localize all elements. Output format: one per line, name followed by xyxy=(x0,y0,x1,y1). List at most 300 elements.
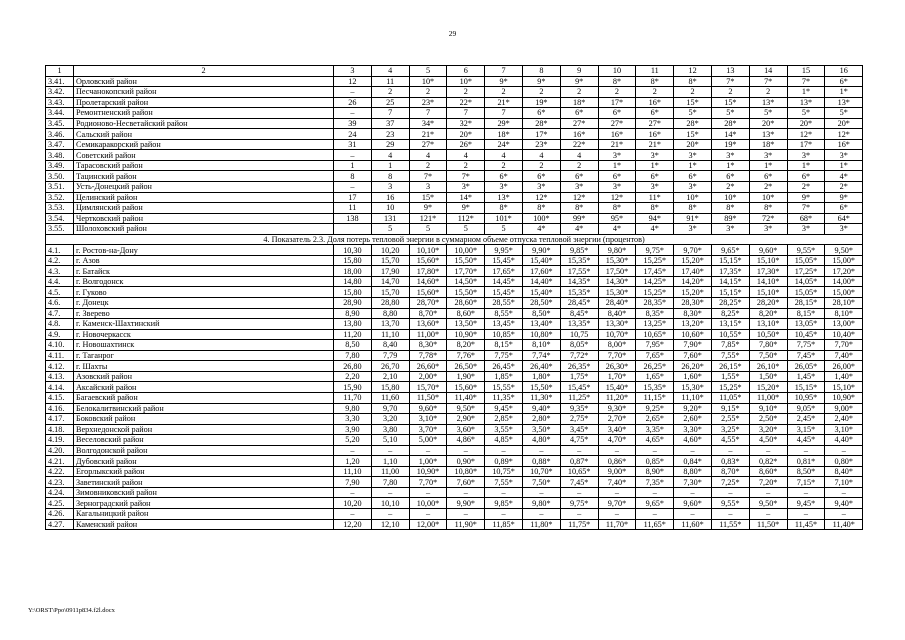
value-cell: 4,60* xyxy=(674,435,712,446)
value-cell: 26 xyxy=(334,97,372,108)
value-cell: 14,25* xyxy=(636,276,674,287)
value-cell: 2 xyxy=(749,87,787,98)
value-cell: 4* xyxy=(825,171,863,182)
value-cell: 2,85* xyxy=(485,414,523,425)
value-cell: 8* xyxy=(560,203,598,214)
value-cell: 11,70 xyxy=(334,392,372,403)
row-number-cell: 3.52. xyxy=(46,192,74,203)
table-row xyxy=(46,213,863,224)
value-cell: 17,55* xyxy=(560,266,598,277)
value-cell: 3* xyxy=(598,182,636,193)
value-cell: 138 xyxy=(334,213,372,224)
value-cell: 15* xyxy=(674,97,712,108)
value-cell: 7,79 xyxy=(371,350,409,361)
value-cell: 20* xyxy=(787,118,825,129)
value-cell: 10,70* xyxy=(598,329,636,340)
value-cell: 26,45* xyxy=(485,361,523,372)
value-cell: – xyxy=(409,445,447,456)
row-label-cell: Азовский район xyxy=(74,371,334,382)
value-cell: 17,25* xyxy=(787,266,825,277)
value-cell: 9,35* xyxy=(560,403,598,414)
value-cell: 9,10* xyxy=(749,403,787,414)
value-cell: 15,35* xyxy=(560,255,598,266)
value-cell: 6* xyxy=(560,171,598,182)
value-cell: 4,80* xyxy=(522,435,560,446)
value-cell: 2,70* xyxy=(598,414,636,425)
value-cell: 3* xyxy=(711,224,749,235)
value-cell: 15,05* xyxy=(787,287,825,298)
value-cell: 2,20 xyxy=(334,371,372,382)
value-cell: 27* xyxy=(409,139,447,150)
value-cell: – xyxy=(485,487,523,498)
row-label-cell: г. Новошахтинск xyxy=(74,340,334,351)
value-cell: 11,25* xyxy=(560,392,598,403)
row-number-cell: 4.7. xyxy=(46,308,74,319)
value-cell: – xyxy=(598,445,636,456)
value-cell: 9,40* xyxy=(825,498,863,509)
value-cell: 6* xyxy=(636,108,674,119)
table-row xyxy=(46,371,863,382)
value-cell: – xyxy=(787,487,825,498)
table-row xyxy=(46,319,863,330)
value-cell: 2,65* xyxy=(636,414,674,425)
value-cell: 7,55* xyxy=(485,477,523,488)
value-cell: 15* xyxy=(674,129,712,140)
value-cell: 13,25* xyxy=(636,319,674,330)
value-cell: – xyxy=(636,445,674,456)
value-cell: 15,60* xyxy=(409,255,447,266)
value-cell: 2 xyxy=(447,160,485,171)
value-cell: 7* xyxy=(409,171,447,182)
value-cell: 10,00* xyxy=(409,498,447,509)
value-cell: 1* xyxy=(787,87,825,98)
table-row xyxy=(46,340,863,351)
value-cell: 6* xyxy=(787,171,825,182)
value-cell: 3,15* xyxy=(787,424,825,435)
value-cell: 89* xyxy=(711,213,749,224)
value-cell: 3,45* xyxy=(560,424,598,435)
value-cell: 28* xyxy=(522,118,560,129)
value-cell: 26,05* xyxy=(787,361,825,372)
row-number-cell: 4.17. xyxy=(46,414,74,425)
value-cell: 8 xyxy=(334,171,372,182)
value-cell: 11,35* xyxy=(485,392,523,403)
value-cell: – xyxy=(522,508,560,519)
value-cell: 28,50* xyxy=(522,298,560,309)
row-label-cell: Сальский район xyxy=(74,129,334,140)
value-cell: 3 xyxy=(371,182,409,193)
value-cell: 13* xyxy=(485,192,523,203)
value-cell: 27* xyxy=(560,118,598,129)
value-cell: 10,30 xyxy=(334,245,372,256)
value-cell: 11,90* xyxy=(447,519,485,530)
value-cell: 3* xyxy=(636,182,674,193)
value-cell: 4* xyxy=(636,224,674,235)
value-cell: 20* xyxy=(447,129,485,140)
value-cell: 17* xyxy=(598,97,636,108)
row-number-cell: 4.23. xyxy=(46,477,74,488)
table-row xyxy=(46,266,863,277)
table-row xyxy=(46,276,863,287)
value-cell: 3,25* xyxy=(711,424,749,435)
value-cell: – xyxy=(522,445,560,456)
value-cell: 8* xyxy=(598,76,636,87)
value-cell: 6* xyxy=(711,171,749,182)
value-cell: 9,90* xyxy=(447,498,485,509)
row-number-cell: 3.53. xyxy=(46,203,74,214)
value-cell: 7,70* xyxy=(825,340,863,351)
row-number-cell: 3.44. xyxy=(46,108,74,119)
row-label-cell: Тацинский район xyxy=(74,171,334,182)
value-cell: 8,55* xyxy=(485,308,523,319)
row-number-cell: 4.3. xyxy=(46,266,74,277)
value-cell: 3* xyxy=(749,150,787,161)
value-cell: 9,55* xyxy=(787,245,825,256)
value-cell: 6* xyxy=(825,203,863,214)
value-cell: 1* xyxy=(825,160,863,171)
value-cell: 7,45* xyxy=(560,477,598,488)
value-cell: 10* xyxy=(749,192,787,203)
value-cell: 11,10 xyxy=(334,466,372,477)
value-cell: 15,45* xyxy=(560,382,598,393)
value-cell: 9,20* xyxy=(674,403,712,414)
value-cell: 11,70* xyxy=(598,519,636,530)
value-cell: 15,10* xyxy=(749,255,787,266)
value-cell: 16 xyxy=(825,66,863,77)
value-cell: 3,40* xyxy=(598,424,636,435)
value-cell: – xyxy=(674,445,712,456)
value-cell: 4,85* xyxy=(485,435,523,446)
value-cell: 10* xyxy=(711,192,749,203)
value-cell: 9* xyxy=(560,76,598,87)
table-row xyxy=(46,487,863,498)
value-cell: – xyxy=(674,508,712,519)
value-cell: – xyxy=(598,487,636,498)
value-cell: 17,90 xyxy=(371,266,409,277)
value-cell: – xyxy=(447,487,485,498)
value-cell: 14,45* xyxy=(485,276,523,287)
value-cell: 8,70* xyxy=(711,466,749,477)
table-row xyxy=(46,403,863,414)
value-cell: 8* xyxy=(674,203,712,214)
value-cell: 7,50* xyxy=(522,477,560,488)
value-cell: 15,80 xyxy=(371,382,409,393)
value-cell: 12 xyxy=(674,66,712,77)
value-cell: 14,10* xyxy=(749,276,787,287)
value-cell: 13* xyxy=(787,97,825,108)
value-cell: – xyxy=(787,445,825,456)
value-cell: 15,70 xyxy=(371,287,409,298)
section-row xyxy=(46,234,863,245)
value-cell: 28,20* xyxy=(749,298,787,309)
value-cell: 1* xyxy=(674,160,712,171)
value-cell: 17,80* xyxy=(409,266,447,277)
value-cell: 1* xyxy=(787,160,825,171)
table-row xyxy=(46,508,863,519)
value-cell: 13,40* xyxy=(522,319,560,330)
value-cell: 17,60* xyxy=(522,266,560,277)
value-cell: 3* xyxy=(636,150,674,161)
value-cell: 2* xyxy=(711,182,749,193)
value-cell: 7,65* xyxy=(636,350,674,361)
value-cell: 3* xyxy=(674,182,712,193)
value-cell: 13,35* xyxy=(560,319,598,330)
value-cell: 10,10 xyxy=(371,498,409,509)
value-cell: 7 xyxy=(485,108,523,119)
value-cell: 5,20 xyxy=(334,435,372,446)
value-cell: 3* xyxy=(485,182,523,193)
value-cell: 15* xyxy=(711,97,749,108)
value-cell: 7 xyxy=(371,108,409,119)
value-cell: 5* xyxy=(674,108,712,119)
value-cell: 8,90* xyxy=(636,466,674,477)
value-cell: 13* xyxy=(749,97,787,108)
value-cell: 5 xyxy=(409,224,447,235)
row-number-cell: 3.41. xyxy=(46,76,74,87)
value-cell: 13,05* xyxy=(787,319,825,330)
value-cell: 7,45* xyxy=(787,350,825,361)
value-cell: 26,70 xyxy=(371,361,409,372)
table-row xyxy=(46,245,863,256)
value-cell: 10* xyxy=(674,192,712,203)
row-label-cell: Целинский район xyxy=(74,192,334,203)
value-cell: 8* xyxy=(485,203,523,214)
value-cell: – xyxy=(485,508,523,519)
value-cell: 3,80 xyxy=(371,424,409,435)
value-cell: 16* xyxy=(636,97,674,108)
value-cell: 10,60* xyxy=(674,329,712,340)
value-cell: 1* xyxy=(749,160,787,171)
value-cell: 14,40* xyxy=(522,276,560,287)
value-cell: 15,10* xyxy=(825,382,863,393)
value-cell: 68* xyxy=(787,213,825,224)
table-row xyxy=(46,150,863,161)
value-cell: 16* xyxy=(598,129,636,140)
row-number-cell: 4.4. xyxy=(46,276,74,287)
value-cell: 11,40* xyxy=(825,519,863,530)
value-cell: 7,10* xyxy=(825,477,863,488)
value-cell: 19* xyxy=(711,139,749,150)
value-cell: 11,65* xyxy=(636,519,674,530)
value-cell: 22* xyxy=(447,97,485,108)
value-cell: 16* xyxy=(560,129,598,140)
row-label-cell: Волгодонской район xyxy=(74,445,334,456)
value-cell: 21* xyxy=(485,97,523,108)
value-cell: 28* xyxy=(674,118,712,129)
value-cell: 21* xyxy=(636,139,674,150)
value-cell: 14,80 xyxy=(334,276,372,287)
table-row xyxy=(46,392,863,403)
value-cell: 15,40* xyxy=(522,255,560,266)
footer-file-path: Y:\ORST\Ppo\0911p834.f2l.docx xyxy=(28,607,115,614)
value-cell: 15,45* xyxy=(485,255,523,266)
value-cell: – xyxy=(636,487,674,498)
value-cell: 7,70* xyxy=(598,350,636,361)
value-cell: 12* xyxy=(522,192,560,203)
value-cell: 1,20 xyxy=(334,456,372,467)
value-cell: 9* xyxy=(485,76,523,87)
value-cell: 26,30* xyxy=(598,361,636,372)
value-cell: 4,45* xyxy=(787,435,825,446)
value-cell: 8* xyxy=(598,203,636,214)
value-cell: 95* xyxy=(598,213,636,224)
value-cell: 19* xyxy=(522,97,560,108)
value-cell: – xyxy=(447,445,485,456)
table-row xyxy=(46,192,863,203)
value-cell: 29* xyxy=(485,118,523,129)
value-cell: 15,50* xyxy=(447,287,485,298)
value-cell: 10 xyxy=(371,203,409,214)
value-cell: 11,10* xyxy=(674,392,712,403)
row-label-cell: Зимовниковский район xyxy=(74,487,334,498)
value-cell: 11,05* xyxy=(711,392,749,403)
value-cell: 91* xyxy=(674,213,712,224)
value-cell: 7,80 xyxy=(334,350,372,361)
value-cell: 3,50* xyxy=(522,424,560,435)
value-cell: 8* xyxy=(522,203,560,214)
value-cell: 13* xyxy=(749,129,787,140)
value-cell: 9,85* xyxy=(560,245,598,256)
value-cell: 11,20* xyxy=(598,392,636,403)
value-cell: 9,80* xyxy=(598,245,636,256)
value-cell: 8,25* xyxy=(711,308,749,319)
value-cell: 15,60* xyxy=(409,287,447,298)
row-label-cell: г. Зверево xyxy=(74,308,334,319)
row-label-cell: Зерноградский район xyxy=(74,498,334,509)
value-cell: 3 xyxy=(409,182,447,193)
value-cell: 7,78* xyxy=(409,350,447,361)
table-row xyxy=(46,203,863,214)
value-cell: 10,00* xyxy=(447,245,485,256)
value-cell: 7* xyxy=(711,76,749,87)
value-cell: – xyxy=(334,150,372,161)
value-cell: 1,45* xyxy=(787,371,825,382)
value-cell: 1* xyxy=(825,87,863,98)
row-number-cell: 4.26. xyxy=(46,508,74,519)
value-cell: – xyxy=(334,487,372,498)
row-number-cell: 3.50. xyxy=(46,171,74,182)
value-cell: 11 xyxy=(334,203,372,214)
value-cell: – xyxy=(522,487,560,498)
value-cell: 72* xyxy=(749,213,787,224)
value-cell: 99* xyxy=(560,213,598,224)
value-cell: 28,70* xyxy=(409,298,447,309)
value-cell: 4,50* xyxy=(749,435,787,446)
value-cell: 0,84* xyxy=(674,456,712,467)
value-cell: 13,60* xyxy=(409,319,447,330)
value-cell: 15,20* xyxy=(674,255,712,266)
value-cell: 6* xyxy=(485,171,523,182)
value-cell: 9,25* xyxy=(636,403,674,414)
value-cell: 9,70* xyxy=(674,245,712,256)
value-cell: 3,70* xyxy=(409,424,447,435)
value-cell: 0,80* xyxy=(825,456,863,467)
row-label-cell: Веселовский район xyxy=(74,435,334,446)
value-cell: 11,00* xyxy=(409,329,447,340)
value-cell: 1,00* xyxy=(409,456,447,467)
value-cell: 15,55* xyxy=(485,382,523,393)
value-cell: 6* xyxy=(598,171,636,182)
row-number-cell: 3.51. xyxy=(46,182,74,193)
value-cell: 28,30* xyxy=(674,298,712,309)
value-cell: 15,40* xyxy=(522,287,560,298)
value-cell: 100* xyxy=(522,213,560,224)
value-cell: 11,30* xyxy=(522,392,560,403)
value-cell: 3,90 xyxy=(334,424,372,435)
value-cell: 9* xyxy=(522,76,560,87)
table-row xyxy=(46,287,863,298)
value-cell: 9,80 xyxy=(334,403,372,414)
value-cell: 15,10* xyxy=(749,287,787,298)
value-cell: 7 xyxy=(485,66,523,77)
value-cell: 11,20 xyxy=(334,329,372,340)
value-cell: – xyxy=(334,182,372,193)
value-cell: 12,00* xyxy=(409,519,447,530)
row-label-cell: Егорлыкский район xyxy=(74,466,334,477)
value-cell: 21* xyxy=(598,139,636,150)
value-cell: 15,70* xyxy=(409,382,447,393)
value-cell: 12,20 xyxy=(334,519,372,530)
value-cell: 31 xyxy=(334,139,372,150)
value-cell: 1* xyxy=(711,160,749,171)
value-cell: 2 xyxy=(485,160,523,171)
value-cell: 18* xyxy=(560,97,598,108)
value-cell: 23* xyxy=(522,139,560,150)
value-cell: – xyxy=(334,445,372,456)
value-cell: 1,50* xyxy=(749,371,787,382)
value-cell: 9,00* xyxy=(825,403,863,414)
value-cell: 25 xyxy=(371,97,409,108)
value-cell: 26,35* xyxy=(560,361,598,372)
value-cell: 28,15* xyxy=(787,298,825,309)
value-cell: – xyxy=(334,108,372,119)
row-label-cell: Белокалитвинский район xyxy=(74,403,334,414)
value-cell: 15,80 xyxy=(334,255,372,266)
value-cell: 4 xyxy=(522,150,560,161)
value-cell: 18* xyxy=(485,129,523,140)
value-cell: 15,15* xyxy=(711,287,749,298)
value-cell: 11* xyxy=(636,192,674,203)
value-cell: 17,70* xyxy=(447,266,485,277)
value-cell: 7,76* xyxy=(447,350,485,361)
value-cell: 2,10 xyxy=(371,371,409,382)
value-cell: 8,15* xyxy=(787,308,825,319)
value-cell: 9,70* xyxy=(598,498,636,509)
value-cell: 11,80* xyxy=(522,519,560,530)
row-number-cell: 4.1. xyxy=(46,245,74,256)
header-row xyxy=(46,66,863,77)
row-label-cell: Родионово-Несветайский район xyxy=(74,118,334,129)
value-cell: 5* xyxy=(787,108,825,119)
value-cell: 28,25* xyxy=(711,298,749,309)
value-cell: 10,75* xyxy=(485,466,523,477)
value-cell: 15,70 xyxy=(371,255,409,266)
value-cell: 5,10 xyxy=(371,435,409,446)
value-cell: 5* xyxy=(825,108,863,119)
value-cell: – xyxy=(334,87,372,98)
value-cell: 10,10* xyxy=(409,245,447,256)
value-cell: 2* xyxy=(825,182,863,193)
row-label-cell: г. Ростов-на-Дону xyxy=(74,245,334,256)
value-cell: 1,80* xyxy=(522,371,560,382)
value-cell: 7,70* xyxy=(409,477,447,488)
value-cell: 8,30* xyxy=(409,340,447,351)
row-label-cell: Верхнедонской район xyxy=(74,424,334,435)
row-number-cell: 4.5. xyxy=(46,287,74,298)
value-cell: 3* xyxy=(825,150,863,161)
value-cell: 10* xyxy=(447,76,485,87)
value-cell: 0,90* xyxy=(447,456,485,467)
